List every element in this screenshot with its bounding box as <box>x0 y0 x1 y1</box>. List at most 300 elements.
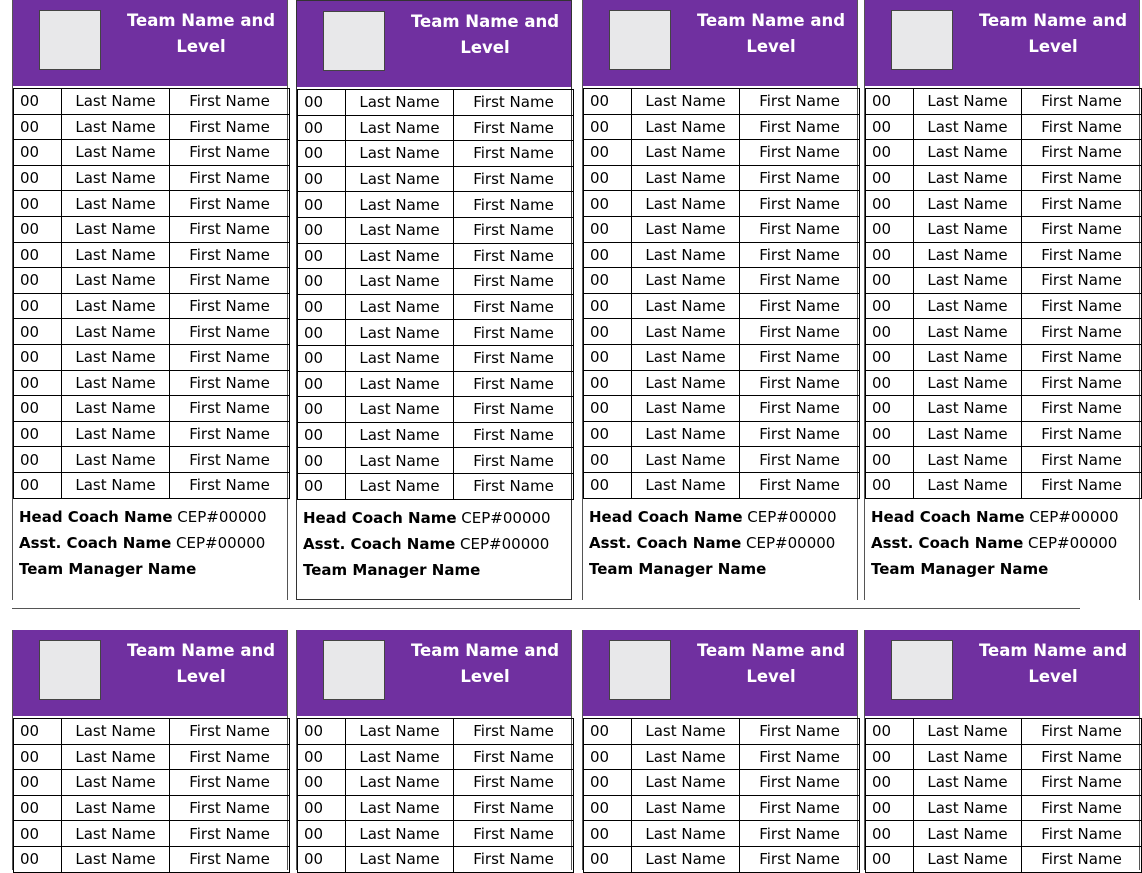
player-first-name: First Name <box>454 744 574 770</box>
player-last-name: Last Name <box>62 114 170 140</box>
asst-coach-line-cep: CEP#00000 <box>1028 534 1118 552</box>
player-number: 00 <box>298 397 346 423</box>
player-row <box>298 448 574 474</box>
coaching-staff <box>19 504 289 582</box>
player-last-name: Last Name <box>632 821 740 847</box>
player-first-name: First Name <box>1022 719 1142 745</box>
player-number: 00 <box>584 293 632 319</box>
player-number: 00 <box>14 89 62 115</box>
player-last-name: Last Name <box>346 115 454 141</box>
player-row <box>584 744 860 770</box>
player-first-name: First Name <box>170 821 290 847</box>
player-first-name: First Name <box>740 370 860 396</box>
player-last-name: Last Name <box>62 216 170 242</box>
player-first-name: First Name <box>170 293 290 319</box>
team-header <box>297 1 571 87</box>
player-last-name: Last Name <box>632 795 740 821</box>
player-number: 00 <box>14 293 62 319</box>
player-first-name: First Name <box>740 319 860 345</box>
team-header <box>865 0 1139 86</box>
player-first-name: First Name <box>1022 242 1142 268</box>
head-coach-line-cep: CEP#00000 <box>1029 508 1119 526</box>
player-first-name: First Name <box>454 397 574 423</box>
player-row <box>14 795 290 821</box>
player-number: 00 <box>866 165 914 191</box>
player-number: 00 <box>584 114 632 140</box>
player-last-name: Last Name <box>62 319 170 345</box>
player-first-name: First Name <box>170 472 290 498</box>
head-coach-line-cep: CEP#00000 <box>461 509 551 527</box>
roster-card <box>296 630 572 870</box>
player-last-name: Last Name <box>346 294 454 320</box>
player-row <box>14 396 290 422</box>
player-first-name: First Name <box>454 770 574 796</box>
player-first-name: First Name <box>740 344 860 370</box>
player-first-name: First Name <box>740 114 860 140</box>
player-number: 00 <box>14 268 62 294</box>
player-number: 00 <box>866 447 914 473</box>
player-first-name: First Name <box>454 371 574 397</box>
player-row <box>584 191 860 217</box>
team-manager-line-label: Team Manager Name <box>19 560 197 578</box>
player-number: 00 <box>866 344 914 370</box>
player-first-name: First Name <box>170 191 290 217</box>
player-last-name: Last Name <box>62 293 170 319</box>
player-number: 00 <box>298 294 346 320</box>
player-last-name: Last Name <box>62 268 170 294</box>
team-logo-placeholder <box>39 640 101 700</box>
player-first-name: First Name <box>454 217 574 243</box>
coaching-staff <box>303 505 573 583</box>
player-first-name: First Name <box>1022 89 1142 115</box>
player-number: 00 <box>584 795 632 821</box>
player-first-name: First Name <box>454 90 574 116</box>
player-row <box>14 165 290 191</box>
player-row <box>298 217 574 243</box>
asst-coach-line <box>19 530 289 556</box>
player-number: 00 <box>866 421 914 447</box>
player-row <box>584 472 860 498</box>
player-row <box>14 447 290 473</box>
player-number: 00 <box>866 89 914 115</box>
player-roster-table <box>13 88 290 499</box>
player-roster-table <box>583 88 860 499</box>
player-row <box>866 319 1142 345</box>
player-first-name: First Name <box>170 268 290 294</box>
player-row <box>14 191 290 217</box>
player-first-name: First Name <box>170 795 290 821</box>
player-number: 00 <box>584 344 632 370</box>
player-number: 00 <box>298 90 346 116</box>
player-number: 00 <box>584 472 632 498</box>
player-first-name: First Name <box>170 396 290 422</box>
player-roster-table <box>583 718 860 873</box>
player-number: 00 <box>866 770 914 796</box>
player-roster-table <box>297 718 574 873</box>
player-row <box>298 821 574 847</box>
player-last-name: Last Name <box>346 141 454 167</box>
team-header <box>13 630 287 716</box>
player-first-name: First Name <box>740 744 860 770</box>
player-row <box>584 370 860 396</box>
player-row <box>584 719 860 745</box>
player-number: 00 <box>298 448 346 474</box>
player-last-name: Last Name <box>632 114 740 140</box>
coaching-staff <box>589 504 859 582</box>
player-row <box>866 268 1142 294</box>
player-last-name: Last Name <box>632 165 740 191</box>
team-logo-placeholder <box>891 10 953 70</box>
player-last-name: Last Name <box>914 242 1022 268</box>
player-first-name: First Name <box>170 89 290 115</box>
asst-coach-line-cep: CEP#00000 <box>460 535 550 553</box>
player-row <box>866 242 1142 268</box>
player-number: 00 <box>14 165 62 191</box>
head-coach-line-label: Head Coach Name <box>871 508 1025 526</box>
player-number: 00 <box>298 217 346 243</box>
player-number: 00 <box>298 422 346 448</box>
player-number: 00 <box>14 242 62 268</box>
head-coach-line-cep: CEP#00000 <box>747 508 837 526</box>
player-last-name: Last Name <box>632 846 740 872</box>
player-last-name: Last Name <box>632 370 740 396</box>
player-row <box>584 319 860 345</box>
player-first-name: First Name <box>454 115 574 141</box>
player-last-name: Last Name <box>346 795 454 821</box>
player-last-name: Last Name <box>346 473 454 499</box>
player-row <box>866 846 1142 872</box>
player-row <box>866 191 1142 217</box>
player-last-name: Last Name <box>632 421 740 447</box>
roster-card <box>864 0 1140 600</box>
player-row <box>584 396 860 422</box>
player-number: 00 <box>584 719 632 745</box>
player-last-name: Last Name <box>914 293 1022 319</box>
player-number: 00 <box>866 744 914 770</box>
player-first-name: First Name <box>1022 447 1142 473</box>
head-coach-line <box>589 504 859 530</box>
player-number: 00 <box>584 821 632 847</box>
player-last-name: Last Name <box>346 345 454 371</box>
player-row <box>298 90 574 116</box>
player-number: 00 <box>584 770 632 796</box>
player-last-name: Last Name <box>914 421 1022 447</box>
player-number: 00 <box>584 421 632 447</box>
player-number: 00 <box>14 447 62 473</box>
team-name-title: Team Name and Level <box>410 641 560 686</box>
player-row <box>584 770 860 796</box>
player-last-name: Last Name <box>914 89 1022 115</box>
player-row <box>584 114 860 140</box>
player-number: 00 <box>866 140 914 166</box>
player-first-name: First Name <box>454 192 574 218</box>
player-number: 00 <box>584 242 632 268</box>
player-last-name: Last Name <box>914 770 1022 796</box>
player-row <box>584 140 860 166</box>
player-first-name: First Name <box>740 191 860 217</box>
player-first-name: First Name <box>454 269 574 295</box>
player-last-name: Last Name <box>62 821 170 847</box>
player-row <box>14 719 290 745</box>
asst-coach-line-label: Asst. Coach Name <box>871 534 1024 552</box>
player-last-name: Last Name <box>62 396 170 422</box>
player-last-name: Last Name <box>346 217 454 243</box>
player-first-name: First Name <box>454 719 574 745</box>
player-roster-table <box>865 718 1142 873</box>
player-last-name: Last Name <box>632 472 740 498</box>
player-last-name: Last Name <box>632 344 740 370</box>
player-number: 00 <box>584 447 632 473</box>
player-last-name: Last Name <box>632 719 740 745</box>
team-logo-placeholder <box>609 640 671 700</box>
player-first-name: First Name <box>454 473 574 499</box>
player-last-name: Last Name <box>914 744 1022 770</box>
player-last-name: Last Name <box>62 165 170 191</box>
player-number: 00 <box>14 396 62 422</box>
player-first-name: First Name <box>1022 821 1142 847</box>
player-last-name: Last Name <box>632 447 740 473</box>
player-number: 00 <box>14 846 62 872</box>
player-row <box>14 319 290 345</box>
player-first-name: First Name <box>454 243 574 269</box>
player-row <box>14 140 290 166</box>
player-last-name: Last Name <box>632 89 740 115</box>
head-coach-line-cep: CEP#00000 <box>177 508 267 526</box>
player-first-name: First Name <box>740 268 860 294</box>
player-number: 00 <box>866 242 914 268</box>
player-last-name: Last Name <box>62 719 170 745</box>
player-row <box>14 421 290 447</box>
player-first-name: First Name <box>1022 191 1142 217</box>
player-first-name: First Name <box>740 293 860 319</box>
player-row <box>584 846 860 872</box>
player-row <box>298 371 574 397</box>
player-row <box>14 242 290 268</box>
player-first-name: First Name <box>1022 114 1142 140</box>
player-row <box>298 770 574 796</box>
player-first-name: First Name <box>1022 293 1142 319</box>
player-first-name: First Name <box>1022 268 1142 294</box>
player-number: 00 <box>298 719 346 745</box>
team-name-title: Team Name and Level <box>978 11 1128 56</box>
player-first-name: First Name <box>1022 165 1142 191</box>
player-last-name: Last Name <box>62 744 170 770</box>
player-number: 00 <box>584 140 632 166</box>
player-first-name: First Name <box>740 421 860 447</box>
player-row <box>298 397 574 423</box>
player-number: 00 <box>14 114 62 140</box>
player-row <box>866 216 1142 242</box>
roster-card <box>12 630 288 870</box>
player-first-name: First Name <box>454 795 574 821</box>
team-manager-line <box>303 557 573 583</box>
player-first-name: First Name <box>740 242 860 268</box>
player-row <box>866 744 1142 770</box>
player-number: 00 <box>298 821 346 847</box>
player-first-name: First Name <box>454 166 574 192</box>
player-roster-table <box>13 718 290 873</box>
player-last-name: Last Name <box>914 191 1022 217</box>
asst-coach-line <box>589 530 859 556</box>
player-number: 00 <box>14 216 62 242</box>
team-manager-line <box>589 556 859 582</box>
player-first-name: First Name <box>1022 319 1142 345</box>
roster-card <box>296 0 572 600</box>
player-last-name: Last Name <box>62 242 170 268</box>
player-last-name: Last Name <box>632 396 740 422</box>
team-logo-placeholder <box>323 11 385 71</box>
player-last-name: Last Name <box>62 140 170 166</box>
player-row <box>866 344 1142 370</box>
player-last-name: Last Name <box>346 821 454 847</box>
player-row <box>14 821 290 847</box>
player-first-name: First Name <box>170 846 290 872</box>
player-last-name: Last Name <box>346 90 454 116</box>
player-number: 00 <box>584 846 632 872</box>
player-last-name: Last Name <box>914 719 1022 745</box>
player-row <box>298 166 574 192</box>
player-first-name: First Name <box>740 821 860 847</box>
player-row <box>584 89 860 115</box>
player-row <box>866 472 1142 498</box>
player-row <box>866 396 1142 422</box>
player-row <box>584 165 860 191</box>
team-manager-line-label: Team Manager Name <box>871 560 1049 578</box>
player-row <box>298 115 574 141</box>
head-coach-line-label: Head Coach Name <box>589 508 743 526</box>
player-number: 00 <box>584 89 632 115</box>
roster-card <box>582 0 858 600</box>
player-last-name: Last Name <box>62 421 170 447</box>
player-first-name: First Name <box>1022 795 1142 821</box>
player-first-name: First Name <box>454 821 574 847</box>
player-row <box>866 165 1142 191</box>
player-last-name: Last Name <box>632 140 740 166</box>
player-number: 00 <box>584 396 632 422</box>
player-row <box>584 795 860 821</box>
asst-coach-line-label: Asst. Coach Name <box>303 535 456 553</box>
player-last-name: Last Name <box>346 770 454 796</box>
team-name-title: Team Name and Level <box>126 641 276 686</box>
player-number: 00 <box>14 319 62 345</box>
player-row <box>14 744 290 770</box>
player-first-name: First Name <box>170 165 290 191</box>
player-last-name: Last Name <box>62 846 170 872</box>
player-first-name: First Name <box>1022 846 1142 872</box>
player-last-name: Last Name <box>346 269 454 295</box>
player-last-name: Last Name <box>914 795 1022 821</box>
player-last-name: Last Name <box>346 192 454 218</box>
player-number: 00 <box>866 268 914 294</box>
player-number: 00 <box>298 795 346 821</box>
player-last-name: Last Name <box>632 770 740 796</box>
player-row <box>14 370 290 396</box>
player-last-name: Last Name <box>346 371 454 397</box>
player-last-name: Last Name <box>914 821 1022 847</box>
player-first-name: First Name <box>1022 216 1142 242</box>
player-first-name: First Name <box>740 140 860 166</box>
player-first-name: First Name <box>740 795 860 821</box>
player-number: 00 <box>14 744 62 770</box>
player-first-name: First Name <box>740 165 860 191</box>
player-number: 00 <box>14 472 62 498</box>
head-coach-line-label: Head Coach Name <box>19 508 173 526</box>
player-row <box>866 89 1142 115</box>
head-coach-line <box>19 504 289 530</box>
player-row <box>298 141 574 167</box>
team-header <box>583 630 857 716</box>
player-number: 00 <box>298 473 346 499</box>
player-row <box>866 719 1142 745</box>
player-number: 00 <box>298 846 346 872</box>
player-first-name: First Name <box>170 744 290 770</box>
player-first-name: First Name <box>1022 472 1142 498</box>
player-number: 00 <box>584 370 632 396</box>
player-number: 00 <box>866 114 914 140</box>
head-coach-line <box>871 504 1141 530</box>
team-header <box>13 0 287 86</box>
player-last-name: Last Name <box>914 165 1022 191</box>
player-first-name: First Name <box>1022 421 1142 447</box>
player-last-name: Last Name <box>632 242 740 268</box>
player-row <box>866 447 1142 473</box>
player-last-name: Last Name <box>632 191 740 217</box>
player-row <box>584 344 860 370</box>
player-first-name: First Name <box>740 216 860 242</box>
asst-coach-line <box>871 530 1141 556</box>
player-last-name: Last Name <box>914 268 1022 294</box>
player-row <box>14 846 290 872</box>
asst-coach-line-cep: CEP#00000 <box>176 534 266 552</box>
player-number: 00 <box>298 243 346 269</box>
player-first-name: First Name <box>740 770 860 796</box>
player-number: 00 <box>866 396 914 422</box>
player-last-name: Last Name <box>632 319 740 345</box>
roster-card <box>582 630 858 870</box>
player-number: 00 <box>14 191 62 217</box>
player-number: 00 <box>584 319 632 345</box>
team-logo-placeholder <box>891 640 953 700</box>
team-manager-line-label: Team Manager Name <box>303 561 481 579</box>
player-last-name: Last Name <box>62 344 170 370</box>
player-first-name: First Name <box>1022 370 1142 396</box>
player-number: 00 <box>866 191 914 217</box>
player-row <box>298 269 574 295</box>
head-coach-line-label: Head Coach Name <box>303 509 457 527</box>
player-row <box>298 846 574 872</box>
team-name-title: Team Name and Level <box>410 12 560 57</box>
player-first-name: First Name <box>454 345 574 371</box>
player-row <box>298 719 574 745</box>
coaching-staff <box>871 504 1141 582</box>
asst-coach-line <box>303 531 573 557</box>
player-row <box>14 344 290 370</box>
player-first-name: First Name <box>740 447 860 473</box>
player-number: 00 <box>298 166 346 192</box>
player-number: 00 <box>14 770 62 796</box>
player-first-name: First Name <box>454 422 574 448</box>
player-last-name: Last Name <box>632 216 740 242</box>
team-name-title: Team Name and Level <box>696 641 846 686</box>
player-number: 00 <box>14 140 62 166</box>
player-last-name: Last Name <box>62 472 170 498</box>
player-number: 00 <box>866 319 914 345</box>
team-header <box>865 630 1139 716</box>
player-first-name: First Name <box>1022 770 1142 796</box>
player-first-name: First Name <box>454 846 574 872</box>
player-last-name: Last Name <box>346 166 454 192</box>
player-row <box>584 216 860 242</box>
